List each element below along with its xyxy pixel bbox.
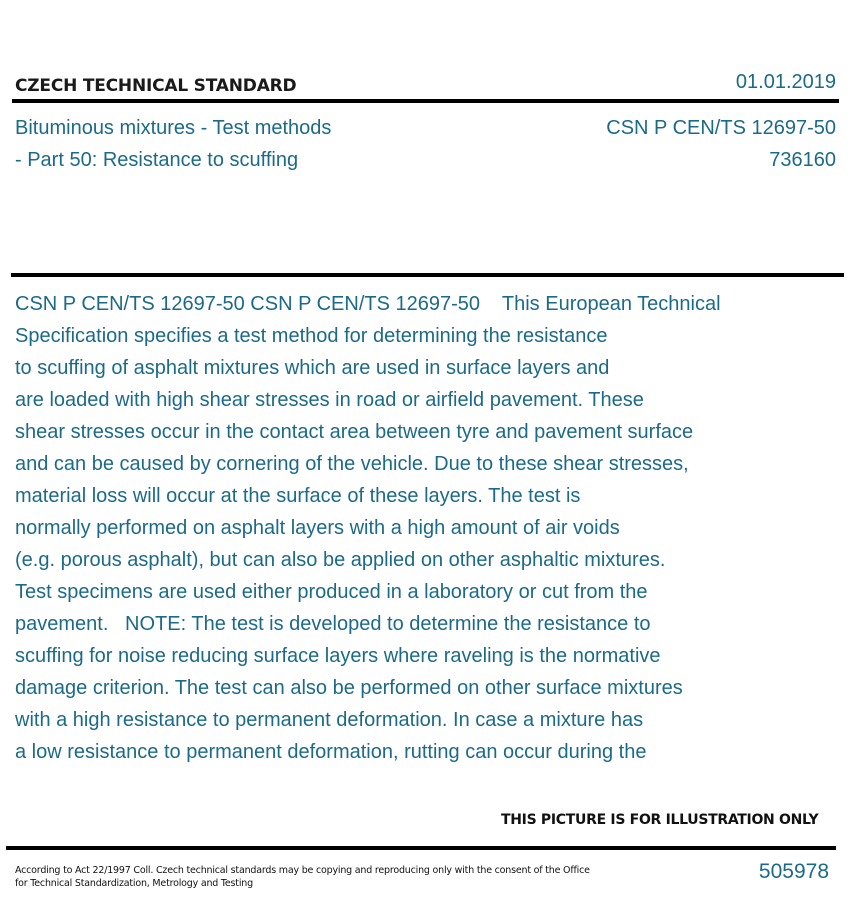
legal-notice-line-1: According to Act 22/1997 Coll. Czech technical standards may be copying and reproducing only with the consent of the Office <box>15 865 590 876</box>
abstract-line: (e.g. porous asphalt), but can also be applied on other asphaltic mixtures. <box>15 549 666 571</box>
legal-notice-line-2: for Technical Standardization, Metrology and Testing <box>15 878 253 889</box>
title-line-2: - Part 50: Resistance to scuffing <box>15 149 299 171</box>
abstract-line: a low resistance to permanent deformation, rutting can occur during the <box>15 741 647 763</box>
issue-date: 01.01.2019 <box>735 71 836 93</box>
abstract-line: scuffing for noise reducing surface layers where raveling is the normative <box>15 645 661 667</box>
abstract-line: CSN P CEN/TS 12697-50 CSN P CEN/TS 12697-50 This European Technical <box>15 293 721 315</box>
abstract-line: and can be caused by cornering of the vehicle. Due to these shear stresses, <box>15 453 689 475</box>
abstract-line: with a high resistance to permanent deformation. In case a mixture has <box>15 709 644 731</box>
standard-code: CSN P CEN/TS 12697-50 <box>606 117 836 139</box>
abstract-line: damage criterion. The test can also be performed on other surface mixtures <box>15 677 683 699</box>
footer-rule <box>6 846 836 850</box>
abstract-line: to scuffing of asphalt mixtures which are used in surface layers and <box>15 357 610 379</box>
legal-notice <box>15 864 590 890</box>
abstract-line: pavement. NOTE: The test is developed to determine the resistance to <box>15 613 651 635</box>
abstract-line: are loaded with high shear stresses in road or airfield pavement. These <box>15 389 644 411</box>
title-line-1: Bituminous mixtures - Test methods <box>15 117 332 139</box>
abstract-line: Specification specifies a test method for determining the resistance <box>15 325 608 347</box>
header-rule <box>12 99 839 103</box>
illustration-notice: THIS PICTURE IS FOR ILLUSTRATION ONLY <box>501 812 819 828</box>
title-section-rule <box>11 273 844 277</box>
abstract-line: shear stresses occur in the contact area between tyre and pavement surface <box>15 421 694 443</box>
abstract-line: material loss will occur at the surface of these layers. The test is <box>15 485 581 507</box>
abstract-line: Test specimens are used either produced in a laboratory or cut from the <box>15 581 648 603</box>
standard-label: CZECH TECHNICAL STANDARD <box>15 76 297 96</box>
class-number: 736160 <box>769 149 836 171</box>
abstract <box>15 288 795 768</box>
abstract-line: normally performed on asphalt layers with a high amount of air voids <box>15 517 620 539</box>
document-number: 505978 <box>758 860 829 883</box>
